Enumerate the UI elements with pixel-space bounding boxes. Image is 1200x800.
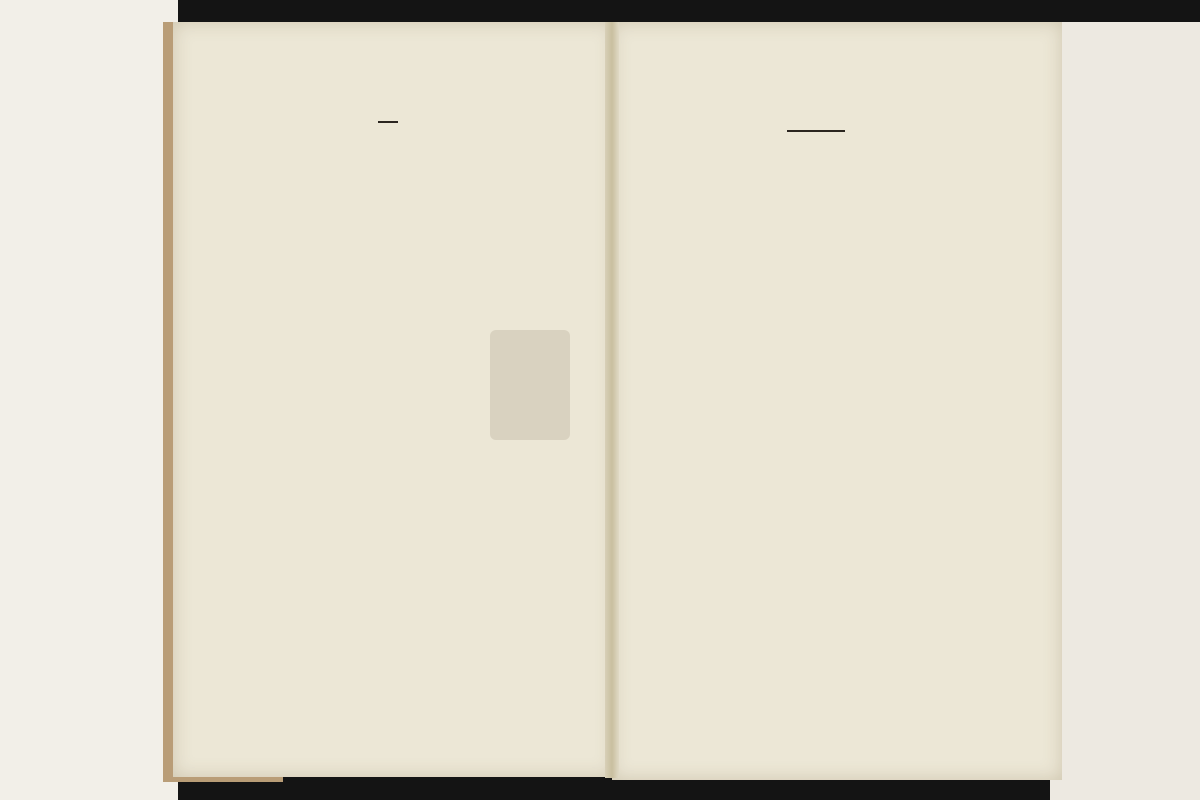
title-rule xyxy=(378,121,398,123)
right-backing-card xyxy=(1050,22,1200,800)
argomento-rule xyxy=(787,130,845,132)
catalog-card xyxy=(0,0,178,800)
watermark-logo xyxy=(490,330,570,440)
show-through-text xyxy=(650,85,1030,193)
book-spine xyxy=(605,22,619,778)
